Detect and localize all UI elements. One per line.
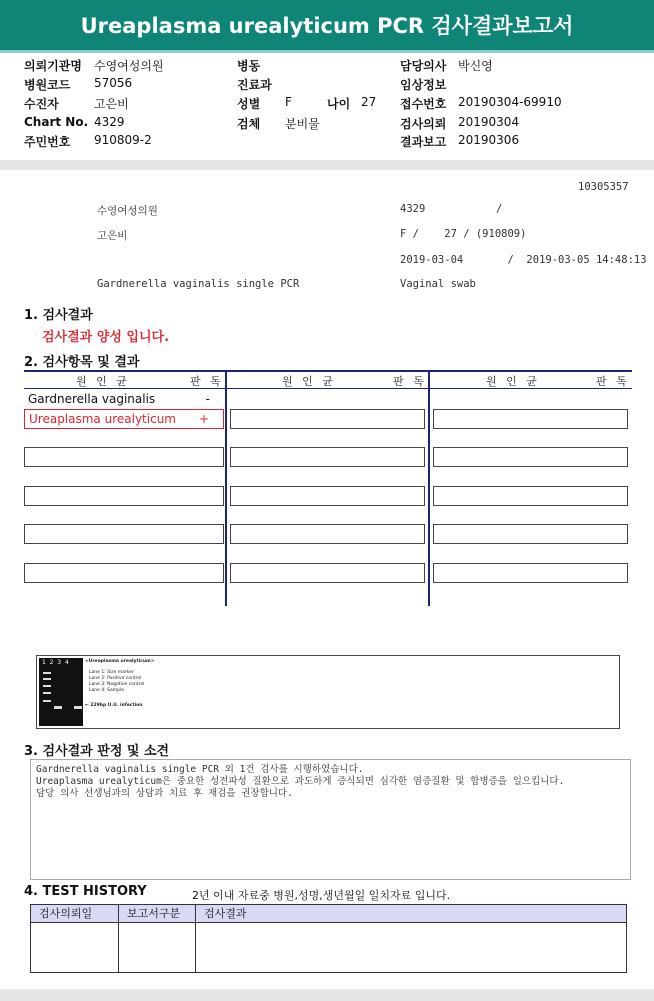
institution-label: 의뢰기관명 [24, 59, 82, 73]
slip-slash: / [496, 203, 503, 215]
gel-lane3: Lane 3: Negative control [89, 682, 145, 687]
slip-specimen: Vaginal swab [400, 278, 476, 290]
gel-band-label: ← 229bp U.U. infection [85, 703, 143, 708]
opinion-line-3: 담당 의사 선생님과의 상담과 치료 후 재검을 권장합니다. [36, 788, 293, 799]
history-col-date: 검사의뢰일 [31, 905, 119, 922]
dept-row [237, 76, 272, 93]
resident-row [24, 133, 152, 150]
gel-band [43, 672, 51, 674]
history-col-type: 보고서구분 [119, 905, 196, 922]
history-header [31, 905, 626, 923]
slip-sex-age: F / 27 / (910809) [400, 228, 527, 240]
history-note: 2년 이내 자료중 병원,성명,생년월일 일치자료 입니다. [192, 889, 451, 902]
section4-title: 4. TEST HISTORY [24, 884, 147, 899]
empty-cell [230, 563, 425, 583]
result-row-positive [24, 409, 224, 429]
gel-lane4: Lane 4: Sample [89, 688, 124, 693]
opinion-line-2: Ureaplasma urealyticum은 중요한 성전파성 질환으로 과도하게 증식되면 심각한 염증질환 및 합병증을 일으킵니다. [36, 776, 565, 787]
sex-label: 성별 [237, 97, 261, 111]
patient-label: 수진자 [24, 97, 59, 111]
gel-heading: <Ureaplasma urealyticum> [85, 659, 155, 664]
empty-cell [24, 524, 224, 544]
opinion-line-1: Gardnerella vaginalis single PCR 외 1건 검사를 시행하였습니다. [36, 764, 364, 775]
specimen-label: 검체 [237, 117, 261, 131]
patient-row [24, 95, 129, 112]
pathogen-judge: + [198, 412, 209, 426]
age-value: 27 [361, 95, 377, 109]
ward-row [237, 57, 260, 74]
clinical-row [400, 76, 446, 93]
empty-cell [24, 447, 224, 467]
empty-cell [24, 486, 224, 506]
age-row [327, 95, 377, 112]
col-judge-2: 판 독 [393, 375, 427, 388]
doctor-row [400, 57, 493, 74]
result-row [24, 390, 224, 410]
gel-image-frame [36, 655, 620, 729]
pathogen-name: Ureaplasma urealyticum [29, 412, 176, 426]
request-row [400, 115, 520, 132]
section3-title: 3. 검사결과 판정 및 소견 [24, 744, 170, 759]
table-divider-2 [428, 370, 430, 606]
result-date-label: 결과보고 [400, 135, 447, 149]
slip-chart: 4329 [400, 203, 426, 215]
age-label: 나이 [327, 97, 351, 111]
sex-row [237, 95, 292, 112]
empty-cell [433, 563, 628, 583]
table-divider-1 [225, 370, 227, 606]
empty-cell [230, 447, 425, 467]
col-pathogen-2: 원 인 균 [282, 375, 336, 388]
slip-institution: 수영여성의원 [97, 205, 158, 217]
empty-cell [24, 563, 224, 583]
patient-value: 고은비 [94, 97, 129, 111]
slip-patient: 고은비 [97, 230, 128, 242]
title-underline [0, 50, 654, 53]
institution-value: 수영여성의원 [94, 59, 164, 73]
result-date-value: 20190306 [458, 133, 520, 147]
gel-band [43, 678, 51, 680]
gel-lane1: Lane 1: Size marker [89, 670, 134, 675]
gel-band-text: 229bp U.U. infection [90, 703, 143, 708]
empty-cell [433, 409, 628, 429]
sex-value: F [285, 95, 292, 109]
specimen-value: 분비물 [285, 117, 320, 131]
chart-label: Chart No. [24, 115, 89, 129]
gel-lane-numbers: 1 2 3 4 [42, 659, 69, 666]
empty-cell [433, 524, 628, 544]
gel-band [43, 692, 51, 694]
gel-band [74, 706, 82, 709]
gel-band [54, 706, 62, 709]
ward-label: 병동 [237, 59, 261, 73]
empty-cell [433, 486, 628, 506]
request-value: 20190304 [458, 115, 520, 129]
history-table [30, 904, 627, 973]
doctor-value: 박신영 [458, 59, 493, 73]
col-judge-3: 판 독 [596, 375, 630, 388]
positive-result: 검사결과 양성 입니다. [42, 330, 170, 345]
slip-test-name: Gardnerella vaginalis single PCR [97, 278, 300, 290]
resident-value: 910809-2 [94, 133, 152, 147]
hospital-code-value: 57056 [94, 76, 133, 90]
chart-row [24, 115, 125, 129]
slip-id: 10305357 [578, 181, 629, 193]
col-pathogen-1: 원 인 균 [76, 375, 130, 388]
dept-label: 진료과 [237, 78, 272, 92]
resident-label: 주민번호 [24, 135, 71, 149]
hospital-code-row [24, 76, 133, 93]
pathogen-judge: - [205, 392, 210, 406]
history-col-result: 검사결과 [204, 907, 247, 920]
header-separator [0, 160, 654, 170]
chart-value: 4329 [94, 115, 125, 129]
report-title: Ureaplasma urealyticum PCR 검사결과보고서 [0, 0, 654, 50]
history-col-divider [118, 923, 119, 973]
table-top-rule [24, 370, 632, 372]
empty-cell [230, 409, 425, 429]
gel-photo [39, 658, 83, 726]
gel-band [43, 685, 51, 687]
result-date-row [400, 133, 520, 150]
empty-cell [433, 447, 628, 467]
receipt-value: 20190304-69910 [458, 95, 562, 109]
request-label: 검사의뢰 [400, 117, 447, 131]
history-col-divider [195, 923, 196, 973]
empty-cell [230, 524, 425, 544]
doctor-label: 담당의사 [400, 59, 447, 73]
receipt-row [400, 95, 562, 112]
col-judge-1: 판 독 [190, 375, 224, 388]
section2-title: 2. 검사항목 및 결과 [24, 355, 140, 370]
receipt-label: 접수번호 [400, 97, 447, 111]
institution-row [24, 57, 164, 74]
hospital-code-label: 병원코드 [24, 78, 71, 92]
specimen-row [237, 115, 320, 132]
empty-cell [230, 486, 425, 506]
pathogen-name: Gardnerella vaginalis [28, 392, 156, 406]
slip-date-range: 2019-03-04 / 2019-03-05 14:48:13 [400, 254, 647, 266]
gel-band [43, 700, 51, 702]
clinical-label: 임상정보 [400, 78, 447, 92]
gel-lane2: Lane 2: Positive control [89, 676, 142, 681]
col-pathogen-3: 원 인 균 [486, 375, 540, 388]
section1-title: 1. 검사결과 [24, 308, 93, 323]
opinion-box [30, 759, 631, 880]
footer-band [0, 989, 654, 1001]
